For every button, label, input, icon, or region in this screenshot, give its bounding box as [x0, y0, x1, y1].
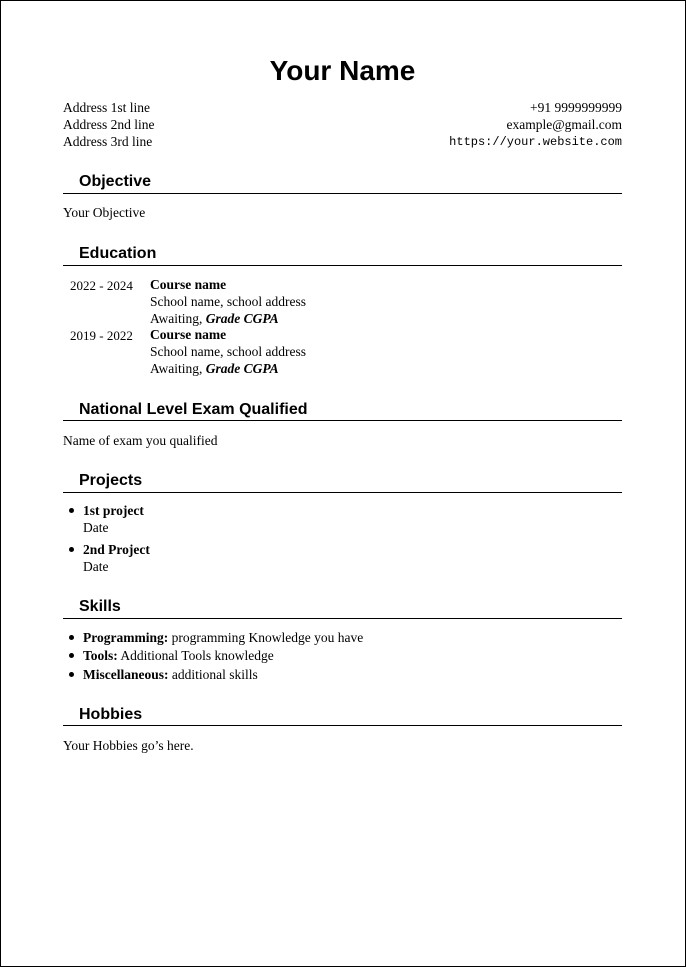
- project-date: Date: [83, 559, 109, 574]
- course-name: Course name: [150, 327, 227, 342]
- skill-label: Tools:: [83, 648, 118, 663]
- email-link[interactable]: example@gmail.com: [506, 116, 622, 132]
- project-date: Date: [83, 520, 109, 535]
- website-link[interactable]: https://your.website.com: [449, 134, 622, 149]
- hobbies-text: Your Hobbies go’s here.: [63, 738, 194, 753]
- school-name: School name, school address: [150, 293, 306, 309]
- section-rule-projects: [63, 492, 622, 493]
- list-item: [83, 541, 150, 575]
- skill-label: Programming:: [83, 630, 169, 645]
- list-item: [83, 629, 363, 646]
- bullet-icon: [69, 653, 74, 658]
- contact-block: [449, 100, 622, 150]
- section-title-skills: Skills: [79, 598, 121, 615]
- resume-name: Your Name: [269, 55, 416, 86]
- section-title-objective: Objective: [79, 173, 152, 190]
- skill-label: Miscellaneous:: [83, 667, 169, 682]
- phone-number: +91 9999999999: [530, 100, 622, 115]
- education-grade: Grade CGPA: [205, 310, 279, 326]
- bullet-icon: [69, 672, 74, 677]
- list-item: [83, 647, 274, 664]
- section-rule-education: [63, 265, 622, 266]
- education-dates: 2022 - 2024: [70, 278, 133, 293]
- objective-text: Your Objective: [63, 205, 146, 220]
- education-status: Awaiting,: [150, 360, 203, 376]
- section-rule-skills: [63, 618, 622, 619]
- education-entry: [150, 277, 306, 327]
- education-grade: Grade CGPA: [205, 360, 279, 376]
- section-title-hobbies: Hobbies: [79, 706, 143, 723]
- education-status: Awaiting,: [150, 310, 203, 326]
- bullet-icon: [69, 547, 74, 552]
- course-name: Course name: [150, 277, 227, 292]
- skill-value: Additional Tools knowledge: [120, 648, 274, 663]
- address-line-1: Address 1st line: [63, 100, 150, 115]
- skill-value: programming Knowledge you have: [171, 630, 364, 645]
- section-title-projects: Projects: [79, 472, 143, 489]
- project-name: 1st project: [83, 503, 144, 518]
- address-line-3: Address 3rd line: [63, 133, 153, 149]
- section-rule-objective: [63, 193, 622, 194]
- address-line-2: Address 2nd line: [63, 116, 155, 132]
- section-title-education: Education: [79, 245, 157, 262]
- skill-value: additional skills: [171, 667, 258, 682]
- section-title-exam: National Level Exam Qualified: [79, 401, 308, 418]
- bullet-icon: [69, 508, 74, 513]
- school-name: School name, school address: [150, 343, 306, 359]
- project-name: 2nd Project: [83, 542, 150, 557]
- section-rule-exam: [63, 420, 622, 421]
- education-entry: [150, 327, 306, 377]
- education-dates: 2019 - 2022: [70, 328, 133, 343]
- address-block: [63, 100, 155, 150]
- list-item: [83, 666, 258, 683]
- exam-text: Name of exam you qualified: [63, 433, 218, 448]
- section-rule-hobbies: [63, 725, 622, 726]
- list-item: [83, 502, 144, 536]
- bullet-icon: [69, 635, 74, 640]
